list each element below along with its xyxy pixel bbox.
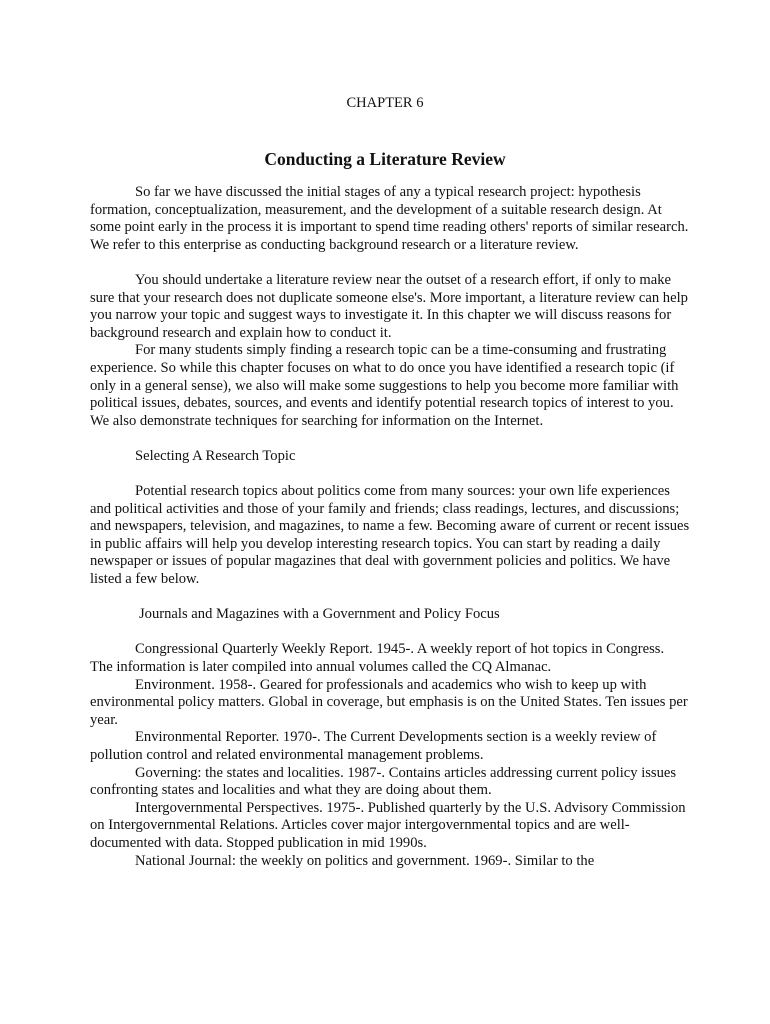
paragraph-finding-topic: For many students simply finding a research topic can be a time-consuming and frustrating experience. So while this chapter focuses on what to do once you have identified a research topic (if only in a general sense), we also will make some suggestions to help you become more familiar with political issues, debates, sources, and events and identify potential research topics of interest to you. We also demonstrate techniques for searching for information on the Internet. <box>90 342 679 429</box>
journal-entry: Environmental Reporter. 1970-. The Current Developments section is a weekly review of pollution control and related environmental management problems. <box>90 729 657 763</box>
paragraph-literature-review: You should undertake a literature review near the outset of a research effort, if only to make sure that your research does not duplicate someone else's. More important, a literature review can help you narrow your topic and suggest ways to investigate it. In this chapter we will discuss reasons for background research and explain how to conduct it. <box>90 271 688 341</box>
journal-entry: Congressional Quarterly Weekly Report. 1945-. A weekly report of hot topics in Congress. The information is later compiled into annual volumes called the CQ Almanac. <box>90 641 665 676</box>
section-heading-journals: Journals and Magazines with a Government and Policy Focus <box>139 606 500 623</box>
paragraph-intro: So far we have discussed the initial stages of any a typical research project: hypothesis formation, conceptualization, measurement, and the development of a suitable research design. At some point early in the process it is important to spend time reading others' reports of similar research. We refer to this enterprise as conducting background research or a literature review. <box>90 184 689 253</box>
journal-entry: Environment. 1958-. Geared for professionals and academics who wish to keep up with environmental policy matters. Global in coverage, but emphasis is on the United States. Ten issues per year. <box>90 676 688 728</box>
journal-entry: Intergovernmental Perspectives. 1975-. Published quarterly by the U.S. Advisory Commission on Intergovernmental Relations. Articles cover major intergovernmental topics and are well-documented with data. Stopped publication in mid 1990s. <box>90 799 686 851</box>
paragraph-topic-sources: Potential research topics about politics come from many sources: your own life experiences and political activities and those of your family and friends; class readings, lectures, and discussions; and newspapers, television, and magazines, to name a few. Becoming aware of current or recent issues in public affairs will help you develop interesting research topics. You can start by reading a daily newspaper or issues of popular magazines that deal with government policies and politics. We have listed a few below. <box>90 483 690 588</box>
chapter-title: Conducting a Literature Review <box>264 149 506 169</box>
paragraph-gap <box>90 466 690 484</box>
paragraph-gap <box>90 624 690 642</box>
document-body <box>90 184 690 870</box>
chapter-label: CHAPTER 6 <box>346 95 424 111</box>
paragraph-gap <box>90 589 690 607</box>
paragraph-gap <box>90 430 690 448</box>
journal-entry: National Journal: the weekly on politics and government. 1969-. Similar to the <box>135 852 595 869</box>
paragraph-gap <box>90 254 690 272</box>
section-heading-selecting-topic: Selecting A Research Topic <box>135 447 296 464</box>
journal-entry: Governing: the states and localities. 1987-. Contains articles addressing current policy issues confronting states and localities and what they are doing about them. <box>90 764 677 799</box>
